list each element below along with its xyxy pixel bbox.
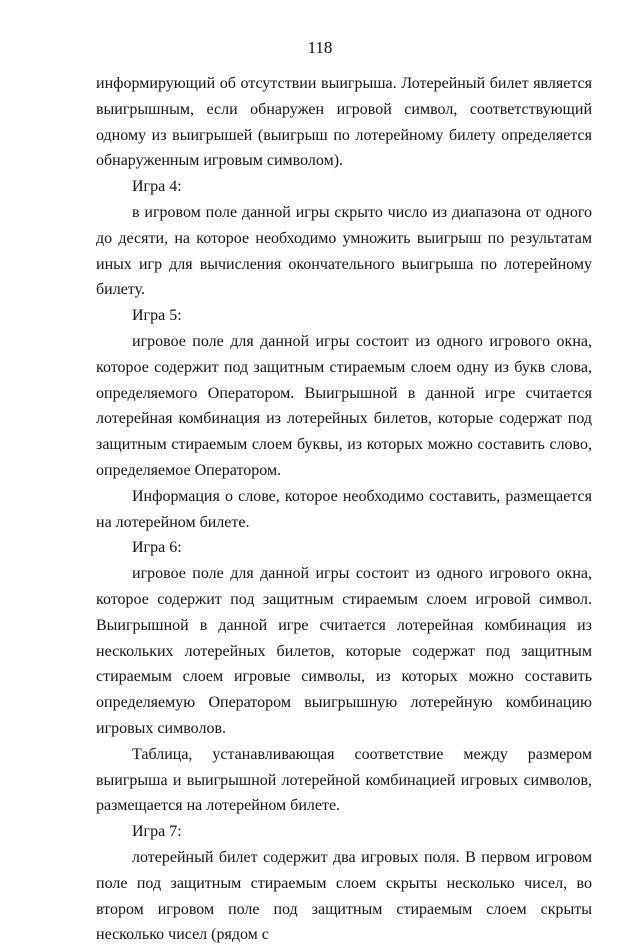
- game-6-table-info: Таблица, устанавливающая соответствие между размером выигрыша и выигрышной лотерейной комбинацией игровых символов, размещается на лотерейном билете.: [96, 745, 592, 815]
- game-6-description: игровое поле для данной игры состоит из одного игрового окна, которое содержит под защитным стираемым слоем игровой символ. Выигрышной в данной игре считается лотерейная комбинация из нескольких лотерейных билетов, которые содержат под защитным стираемым слоем игровые символы, из которых можно составить определяемую Оператором выигрышную лотерейную комбинацию игровых символов.: [96, 565, 592, 737]
- game-5-word-info: Информация о слове, которое необходимо составить, размещается на лотерейном билете.: [96, 487, 592, 531]
- game-4-heading: Игра 4:: [132, 178, 182, 196]
- game-4-description: в игровом поле данной игры скрыто число из диапазона от одного до десяти, на которое необходимо умножить выигрыш по результатам иных игр для вычисления окончательного выигрыша по лотерейному билету.: [96, 203, 592, 299]
- paragraph-continuation: информирующий об отсутствии выигрыша. Лотерейный билет является выигрышным, если обнаружен игровой символ, соответствующий одному из выигрышей (выигрыш по лотерейному билету определяется обнаруженным игровым символом).: [96, 75, 592, 170]
- body-text: [96, 71, 592, 948]
- game-7-description: лотерейный билет содержит два игровых поля. В первом игровом поле под защитным стираемым слоем скрыты несколько чисел, во втором игровом поле под защитным стираемым слоем скрыты несколько чисел (рядом с: [96, 848, 592, 944]
- game-6-heading: Игра 6:: [132, 539, 182, 557]
- game-7-heading: Игра 7:: [132, 823, 182, 841]
- game-5-heading: Игра 5:: [132, 307, 182, 325]
- page-number: 118: [307, 38, 333, 57]
- game-5-description: игровое поле для данной игры состоит из одного игрового окна, которое содержит под защитным стираемым слоем одну из букв слова, определяемого Оператором. Выигрышной в данной игре считается лотерейная комбинация из лотерейных билетов, которые содержат под защитным стираемым слоем буквы, из которых можно составить слово, определяемое Оператором.: [96, 332, 592, 479]
